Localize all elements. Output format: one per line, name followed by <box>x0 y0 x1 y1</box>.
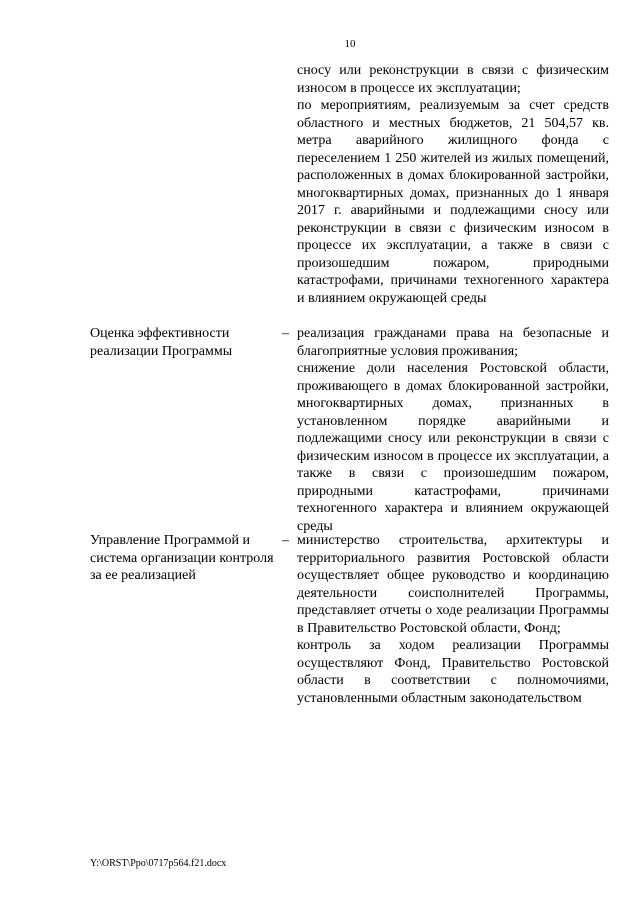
footer-file-path: Y:\ORST\Ppo\0717p564.f21.docx <box>90 858 227 869</box>
management-paragraph-2: контроль за ходом реализации Программы осуществляют Фонд, Правительство Ростовской области в соответствии с полномочиями, установленными областным законодательством <box>297 638 609 706</box>
section-label-management: Управление Программой и система организации контроля за ее реализацией <box>90 533 274 583</box>
section-dash-management: – <box>282 533 289 548</box>
page-number: 10 <box>344 38 356 50</box>
continuation-text <box>297 62 609 307</box>
management-paragraph-1: министерство строительства, архитектуры и территориального развития Ростовской области осуществляет общее руководство и координацию деятельности соисполнителей Программы, представляет отчеты о ходе реализации Программы в Правительство Ростовской области, Фонд; <box>297 533 609 636</box>
efficiency-paragraph-2: снижение доли населения Ростовской области, проживающего в домах блокированной застройки, многоквартирных домах, признанных в установленном порядке аварийными и подлежащими сносу или реконструкции в связи с физическим износом в процессе их эксплуатации, а также в связи с произошедшим пожаром, природными катастрофами, причинами техногенного характера и влиянием окружающей среды <box>297 361 609 534</box>
continuation-paragraph-1: сносу или реконструкции в связи с физическим износом в процессе их эксплуатации; <box>297 63 609 96</box>
section-content-management <box>297 532 609 707</box>
section-label-efficiency: Оценка эффективности реализации Программы <box>90 326 233 359</box>
section-content-efficiency <box>297 325 609 535</box>
efficiency-paragraph-1: реализация гражданами права на безопасные и благоприятные условия проживания; <box>297 326 609 359</box>
continuation-paragraph-2: по мероприятиям, реализуемым за счет средств областного и местных бюджетов, 21 504,57 кв. метра аварийного жилищного фонда с переселением 1 250 жителей из жилых помещений, расположенных в домах блокированной застройки, многоквартирных домах, признанных до 1 января 2017 г. аварийными и подлежащими сносу или реконструкции в связи с физическим износом в процессе их эксплуатации, а также в связи с произошедшим пожаром, природными катастрофами, причинами техногенного характера и влиянием окружающей среды <box>297 98 609 306</box>
section-dash-efficiency: – <box>282 326 289 341</box>
